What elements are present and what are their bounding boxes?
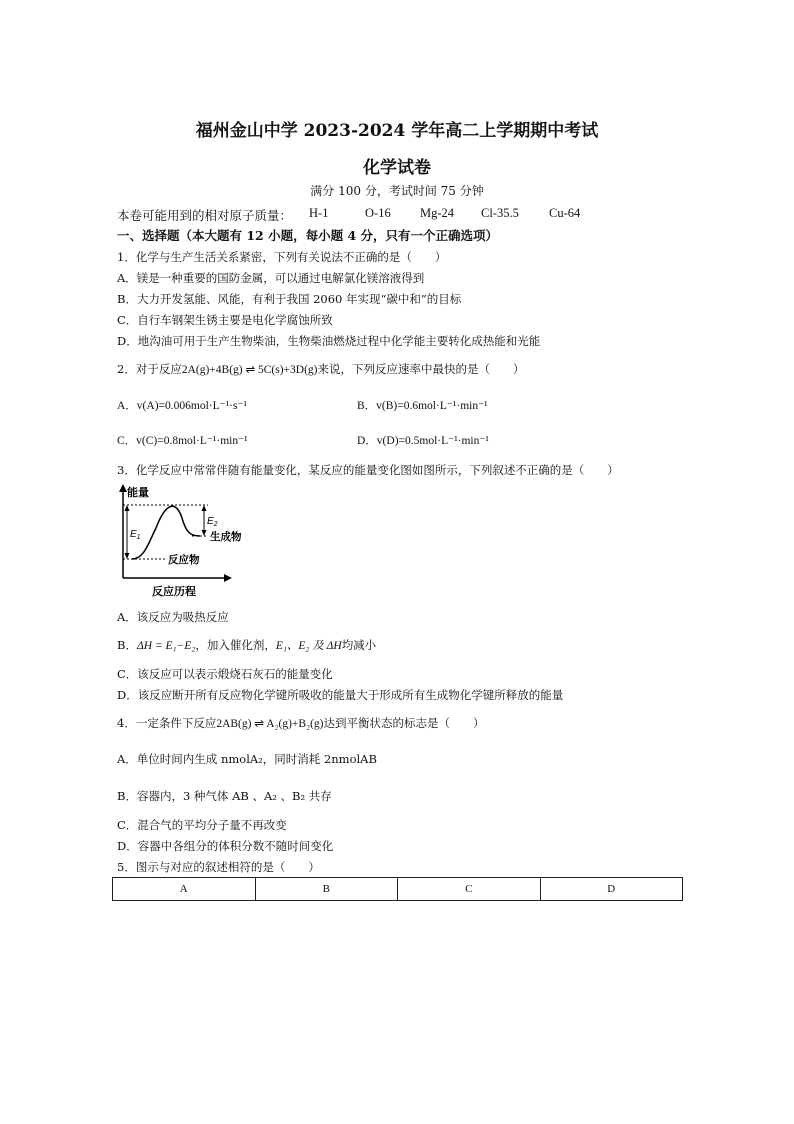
atomic-mass-o: O-16 [365,206,391,220]
atomic-mass-cl: Cl-35.5 [481,206,519,220]
q3-option-a: A．该反应为吸热反应 [117,610,229,624]
exam-subtitle: 化学试卷 [363,158,431,178]
q3-option-c: C．该反应可以表示煅烧石灰石的能量变化 [117,667,333,681]
table-header-a: A [113,878,256,901]
y-axis-arrow [119,484,127,492]
q4-suffix: 达到平衡状态的标志是（ ） [323,716,485,730]
q3-b-math: ΔH = E₁−E₂ [136,640,196,652]
y-axis-label: 能量 [127,487,149,499]
q4-reaction: 2AB(g) ⇌ A₂(g)+B₂(g) [216,718,324,730]
q2-reaction: 2A(g)+4B(g) ⇌ 5C(s)+3D(g) [181,364,318,376]
e1-arrow-head-bottom [125,553,130,559]
q2-option-d: D．v(D)=0.5mol·L⁻¹·min⁻¹ [357,435,489,447]
x-axis-label: 反应历程 [152,586,196,598]
atomic-mass-mg: Mg-24 [420,206,455,220]
x-axis-arrow [224,574,232,582]
q2-stem [117,361,525,377]
q4-option-c: C．混合气的平均分子量不再改变 [117,818,287,832]
q2-option-a: A．v(A)=0.006mol·L⁻¹·s⁻¹ [117,400,247,412]
exam-title: 福州金山中学 2023-2024 学年高二上学期期中考试 [195,121,599,141]
q4-option-d: D．容器中各组分的体积分数不随时间变化 [117,839,334,853]
q3-b-vars: E₁、E₂ 及 ΔH [275,640,342,652]
table-header-b: B [255,878,398,901]
q2-suffix: 来说，下列反应速率中最快的是（ ） [317,362,525,376]
q3-b-prefix: B． [117,638,137,652]
table-header-d: D [540,878,683,901]
atomic-mass-cu: Cu-64 [549,206,581,220]
q3-option-b [117,637,376,653]
q1-option-a: A．镁是一种重要的国防金属，可以通过电解氯化镁溶液得到 [117,271,425,285]
q4-stem [117,715,485,731]
product-label: 生成物 [210,531,242,543]
table-header-c: C [398,878,541,901]
q5-answer-table [112,877,683,901]
atomic-mass-label: 本卷可能用到的相对原子质量： [117,208,293,223]
energy-diagram [112,482,262,600]
section-heading: 一、选择题（本大题有 12 小题，每小题 4 分，只有一个正确选项） [117,228,499,243]
e2-arrow-head-bottom [202,530,207,536]
q2-option-c: C．v(C)=0.8mol·L⁻¹·min⁻¹ [117,435,248,447]
e2-arrow-head-top [202,505,207,511]
table-row [113,878,683,901]
q3-option-d: D．该反应断开所有反应物化学键所吸收的能量大于形成所有生成物化学键所释放的能量 [117,688,564,702]
q3-stem: 3．化学反应中常常伴随有能量变化，某反应的能量变化图如图所示，下列叙述不正确的是（ ） [117,463,619,477]
q1-option-d: D．地沟油可用于生产生物柴油，生物柴油燃烧过程中化学能主要转化成热能和光能 [117,334,541,348]
e2-label: $E_2$ [207,516,218,528]
q4-prefix: 4．一定条件下反应 [117,716,217,730]
exam-info: 满分 100 分，考试时间 75 分钟 [310,184,484,198]
reaction-curve [132,506,200,559]
q5-stem: 5．图示与对应的叙述相符的是（ ） [117,860,320,874]
e1-label: $E_1$ [130,529,141,541]
q2-option-b: B．v(B)=0.6mol·L⁻¹·min⁻¹ [357,400,488,412]
q3-b-suffix: 均减小 [341,638,377,652]
e1-arrow-head-top [125,505,130,511]
q4-option-a: A．单位时间内生成 nmolA₂，同时消耗 2nmolAB [117,752,377,766]
q1-option-b: B．大力开发氢能、风能，有利于我国 2060 年实现“碳中和”的目标 [117,292,462,306]
q2-prefix: 2．对于反应 [117,362,182,376]
q1-option-c: C．自行车钢架生锈主要是电化学腐蚀所致 [117,313,333,327]
q3-b-mid: ，加入催化剂， [195,638,276,652]
reactant-label: 反应物 [168,554,200,566]
atomic-mass-h: H-1 [309,206,329,220]
q1-stem: 1．化学与生产生活关系紧密，下列有关说法不正确的是（ ） [117,250,447,264]
q4-option-b: B．容器内，3 种气体 AB 、A₂ 、B₂ 共存 [117,789,332,803]
